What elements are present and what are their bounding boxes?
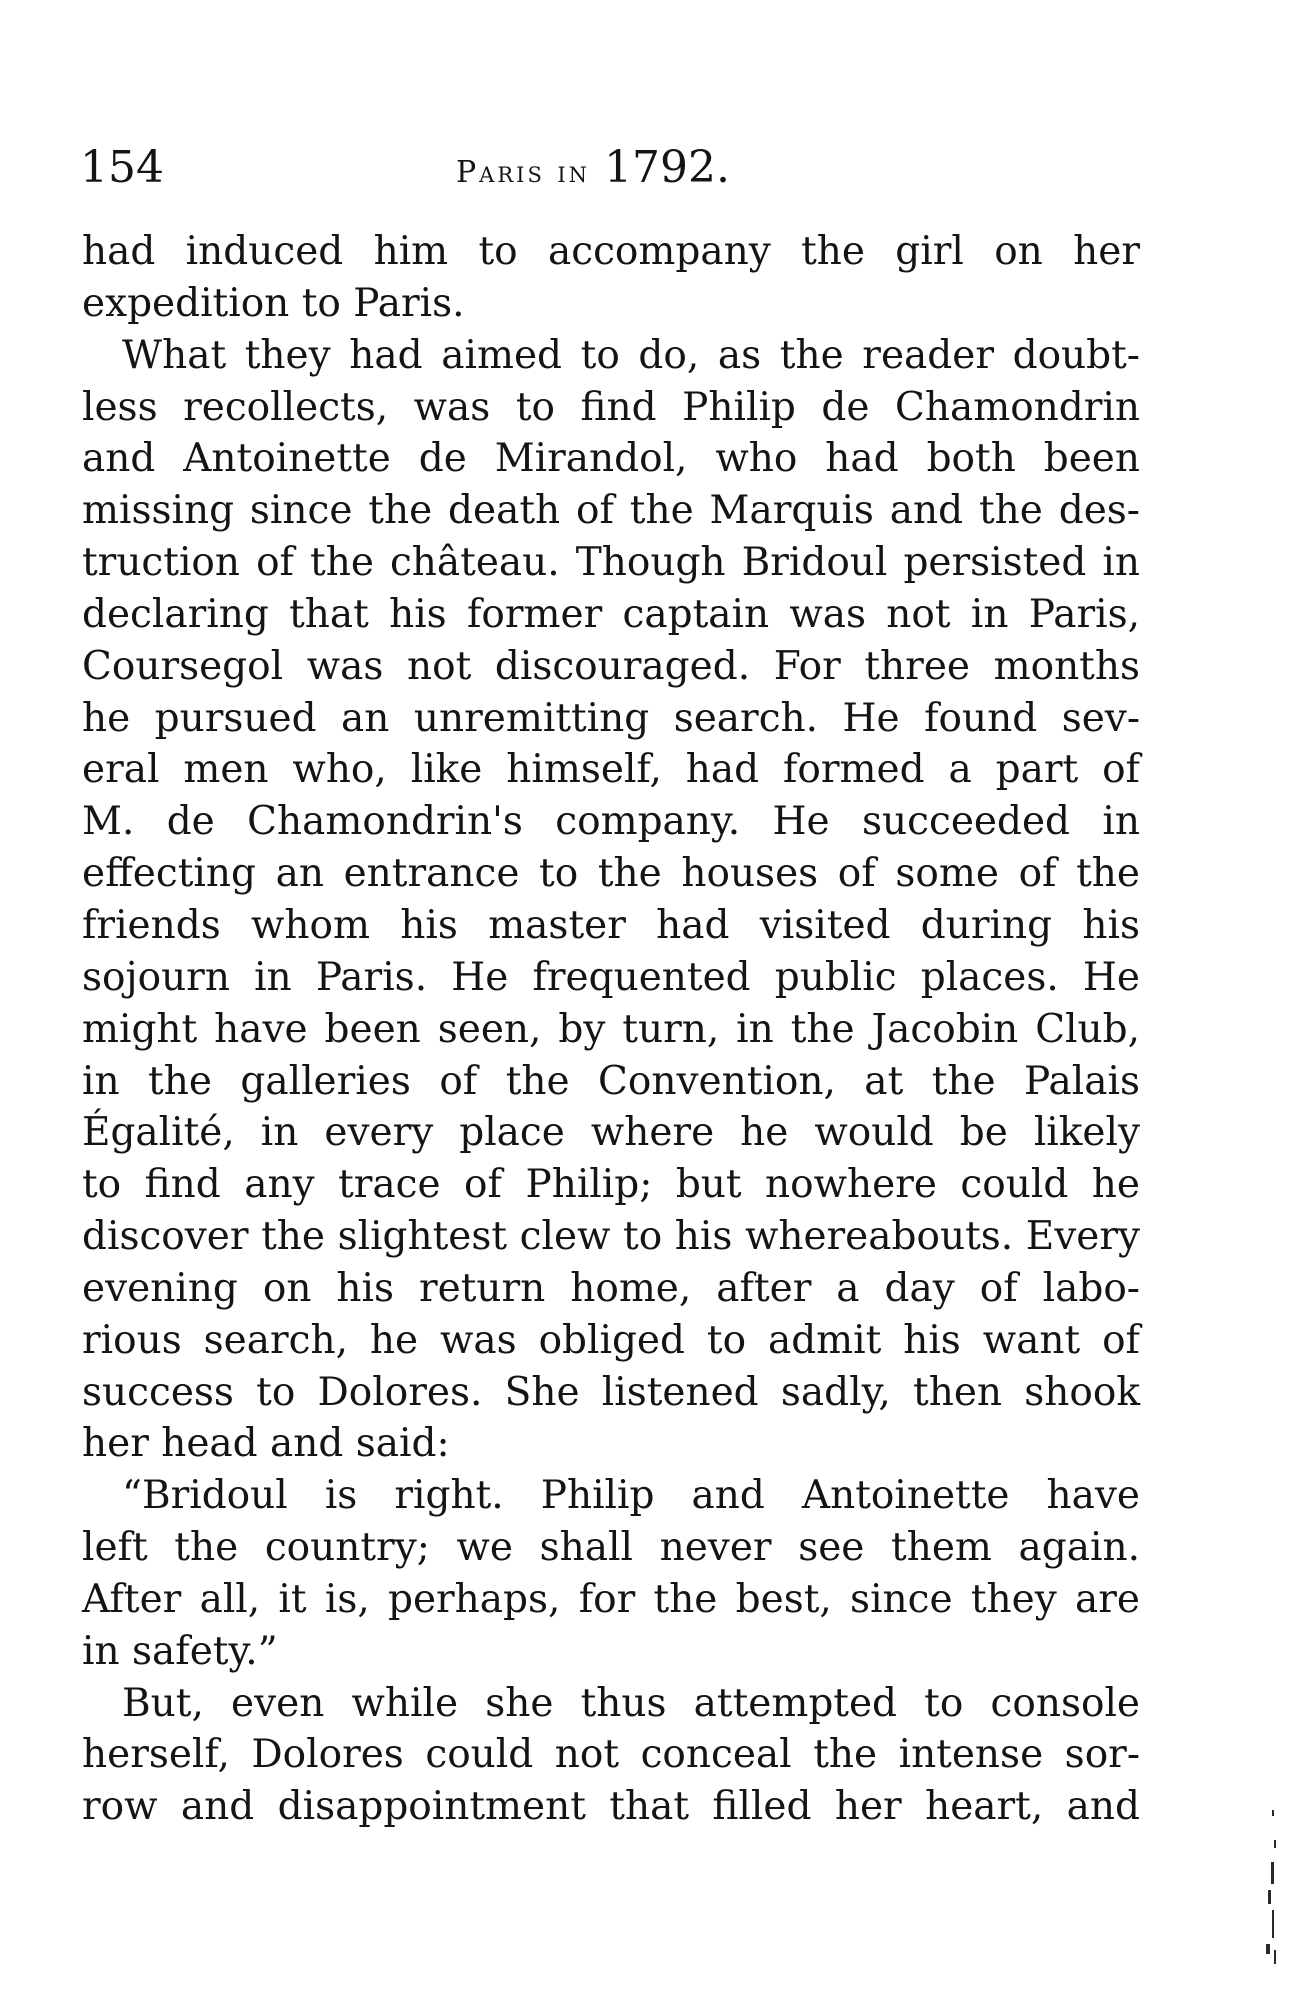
text-line: had induced him to accompany the girl on her <box>82 229 1140 274</box>
body-text <box>82 226 1140 1833</box>
text-line: But, even while she thus attempted to console <box>122 1680 1140 1726</box>
text-line: discover the slightest clew to his whereabouts. Every <box>82 1214 1140 1260</box>
text-line: expedition to Paris. <box>82 280 465 326</box>
text-line: “Bridoul is right. Philip and Antoinette have <box>122 1473 1140 1519</box>
text-line: friends whom his master had visited during his <box>82 902 1140 948</box>
text-line: her head and said: <box>82 1421 450 1467</box>
text-line: herself, Dolores could not conceal the intense sor- <box>82 1732 1140 1778</box>
text-line: evening on his return home, after a day of labo- <box>82 1265 1140 1311</box>
text-line: to find any trace of Philip; but nowhere could he <box>82 1162 1140 1208</box>
text-line: success to Dolores. She listened sadly, then shook <box>82 1369 1140 1415</box>
page-number: 154 <box>80 142 164 193</box>
text-line: missing since the death of the Marquis and the des- <box>82 488 1140 534</box>
running-head-title: Paris in <box>456 155 591 190</box>
text-line: After all, it is, perhaps, for the best, since they are <box>82 1576 1140 1622</box>
text-line: in the galleries of the Convention, at the Palais <box>82 1058 1140 1104</box>
page-header <box>80 138 1140 198</box>
text-line: sojourn in Paris. He frequented public places. He <box>82 954 1140 1000</box>
text-line: truction of the château. Though Bridoul persisted in <box>82 540 1140 586</box>
text-line: What they had aimed to do, as the reader doubt- <box>122 332 1140 378</box>
text-line: M. de Chamondrin's company. He succeeded in <box>82 799 1140 845</box>
text-line: and Antoinette de Mirandol, who had both been <box>82 436 1140 482</box>
text-line: in safety.” <box>82 1628 278 1674</box>
running-head <box>456 138 730 203</box>
text-line: eral men who, like himself, had formed a part of <box>82 747 1140 793</box>
text-line: declaring that his former captain was not in Paris, <box>82 591 1140 637</box>
text-line: might have been seen, by turn, in the Jacobin Club, <box>82 1006 1140 1052</box>
text-line: Égalité, in every place where he would be likely <box>82 1110 1140 1156</box>
text-line: effecting an entrance to the houses of some of the <box>82 851 1140 897</box>
text-line: left the country; we shall never see them again. <box>82 1525 1140 1571</box>
scan-margin-marks <box>1252 1800 1282 1970</box>
text-line: less recollects, was to find Philip de Chamondrin <box>82 384 1140 430</box>
running-head-year: 1792. <box>604 142 731 193</box>
text-line: he pursued an unremitting search. He found sev- <box>82 695 1140 741</box>
text-line: Coursegol was not discouraged. For three months <box>82 643 1140 689</box>
text-line: rious search, he was obliged to admit his want of <box>82 1317 1140 1363</box>
text-line: row and disappointment that filled her heart, and <box>82 1784 1140 1830</box>
